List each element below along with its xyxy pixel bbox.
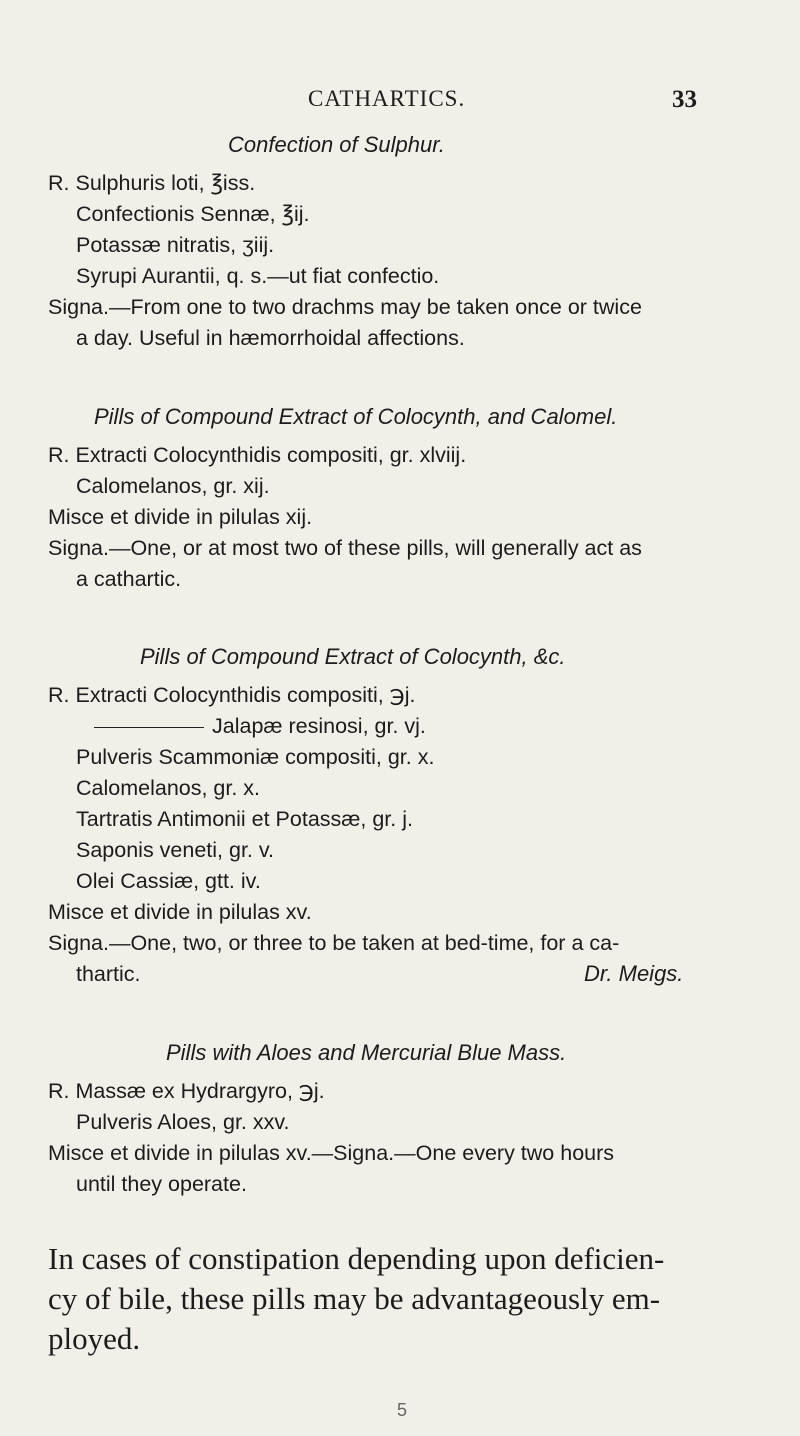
recipe-line: Calomelanos, gr. xij.: [76, 474, 270, 498]
recipe-line: Signa.—From one to two drachms may be taken once or twice: [48, 295, 642, 319]
recipe-line: R. Extracti Colocynthidis compositi, ℈j.: [48, 683, 416, 707]
recipe-line: thartic.: [76, 962, 141, 986]
recipe-line: Signa.—One, two, or three to be taken at bed-time, for a ca-: [48, 931, 620, 955]
paragraph-line: In cases of constipation depending upon deficien-: [48, 1241, 665, 1276]
recipe-line: until they operate.: [76, 1172, 247, 1196]
recipe-line: Potassæ nitratis, ʒiij.: [76, 233, 275, 257]
recipe-line: Saponis veneti, gr. v.: [76, 838, 274, 862]
recipe-title: Pills of Compound Extract of Colocynth, &c.: [140, 644, 566, 669]
running-title: CATHARTICS.: [308, 86, 466, 111]
paragraph-line: cy of bile, these pills may be advantageously em-: [48, 1281, 661, 1316]
recipe-line: Calomelanos, gr. x.: [76, 776, 261, 800]
recipe-line: R. Sulphuris loti, ℥iss.: [48, 171, 256, 195]
paragraph-line: ployed.: [48, 1321, 141, 1356]
page-number: 33: [672, 86, 697, 113]
recipe-line: Syrupi Aurantii, q. s.—ut fiat confectio.: [76, 264, 440, 288]
recipe-line: Confectionis Sennæ, ℥ij.: [76, 202, 310, 226]
recipe-title: Confection of Sulphur.: [228, 132, 445, 157]
recipe-title: Pills of Compound Extract of Colocynth, and Calomel.: [94, 404, 618, 429]
recipe-line: R. Extracti Colocynthidis compositi, gr. xlviij.: [48, 443, 467, 467]
recipe-line: Tartratis Antimonii et Potassæ, gr. j.: [76, 807, 413, 831]
signature-mark: 5: [397, 1400, 408, 1420]
recipe-line: a day. Useful in hæmorrhoidal affections.: [76, 326, 465, 350]
recipe-line: Olei Cassiæ, gtt. iv.: [76, 869, 261, 893]
recipe-line: Signa.—One, or at most two of these pills, will generally act as: [48, 536, 642, 560]
recipe-line-dashed: [94, 713, 426, 739]
recipe-line: Pulveris Scammoniæ compositi, gr. x.: [76, 745, 435, 769]
recipe-line: Misce et divide in pilulas xv.—Signa.—One every two hours: [48, 1141, 615, 1165]
recipe-line-text: Jalapæ resinosi, gr. vj.: [212, 714, 426, 738]
recipe-line: a cathartic.: [76, 567, 182, 591]
recipe-line: Pulveris Aloes, gr. xxv.: [76, 1110, 290, 1134]
recipe-line: Misce et divide in pilulas xv.: [48, 900, 312, 924]
ditto-rule: [94, 727, 204, 728]
recipe-line: R. Massæ ex Hydrargyro, ℈j.: [48, 1079, 325, 1103]
recipe-line: Misce et divide in pilulas xij.: [48, 505, 313, 529]
attribution: Dr. Meigs.: [584, 961, 684, 986]
page-header: [0, 86, 800, 116]
recipe-title: Pills with Aloes and Mercurial Blue Mass.: [166, 1040, 567, 1065]
